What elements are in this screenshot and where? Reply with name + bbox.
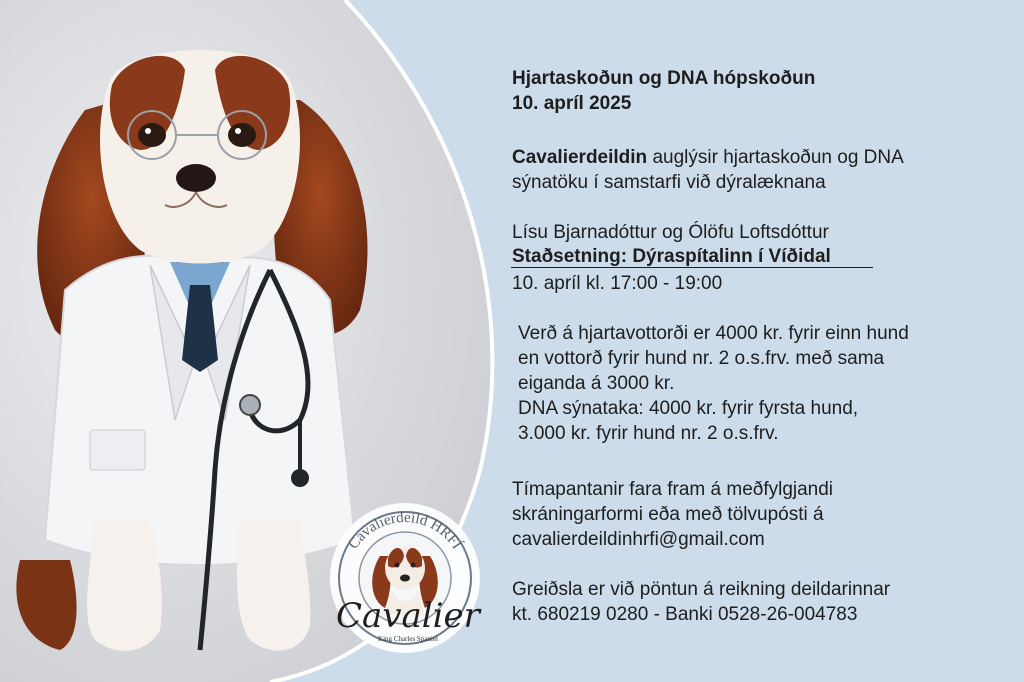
booking-email[interactable]: cavalierdeildinhrfi@gmail.com xyxy=(512,529,765,550)
intro-line-1-rest: auglýsir hjartaskoðun og DNA xyxy=(647,147,904,168)
price-line-2: en vottorð fyrir hund nr. 2 o.s.frv. með sama xyxy=(518,348,885,369)
location-label: Staðsetning: Dýraspítalinn í Víðidal xyxy=(512,246,831,267)
org-name: Cavalierdeildin xyxy=(512,147,648,168)
logo-sub-text: King Charles Spaniel xyxy=(378,635,438,643)
event-title: Hjartaskoðun og DNA hópskoðun xyxy=(512,68,816,89)
price-line-1: Verð á hjartavottorði er 4000 kr. fyrir einn hund xyxy=(518,323,909,344)
payment-line-2: kt. 680219 0280 - Banki 0528-26-004783 xyxy=(512,604,858,625)
booking-line-2: skráningarformi eða með tölvupósti á xyxy=(512,504,824,525)
logo-script-text: Cavalier xyxy=(336,596,480,636)
vet-names: Lísu Bjarnadóttur og Ólöfu Loftsdóttur xyxy=(512,222,829,243)
booking-line-1: Tímapantanir fara fram á meðfylgjandi xyxy=(512,479,834,500)
price-line-3: eiganda á 3000 kr. xyxy=(518,373,675,394)
intro-line-1 xyxy=(512,145,904,170)
logo-arc-text: Cavalierdeild HRFÍ xyxy=(345,509,465,553)
price-line-5: 3.000 kr. fyrir hund nr. 2 o.s.frv. xyxy=(518,423,779,444)
intro-line-2: sýnatöku í samstarfi við dýralæknana xyxy=(512,172,826,193)
event-time: 10. apríl kl. 17:00 - 19:00 xyxy=(512,273,723,294)
location-underline xyxy=(511,267,873,268)
payment-line-1: Greiðsla er við pöntun á reikning deildarinnar xyxy=(512,579,891,600)
event-date: 10. apríl 2025 xyxy=(512,93,632,114)
price-line-4: DNA sýnataka: 4000 kr. fyrir fyrsta hund, xyxy=(518,398,859,419)
